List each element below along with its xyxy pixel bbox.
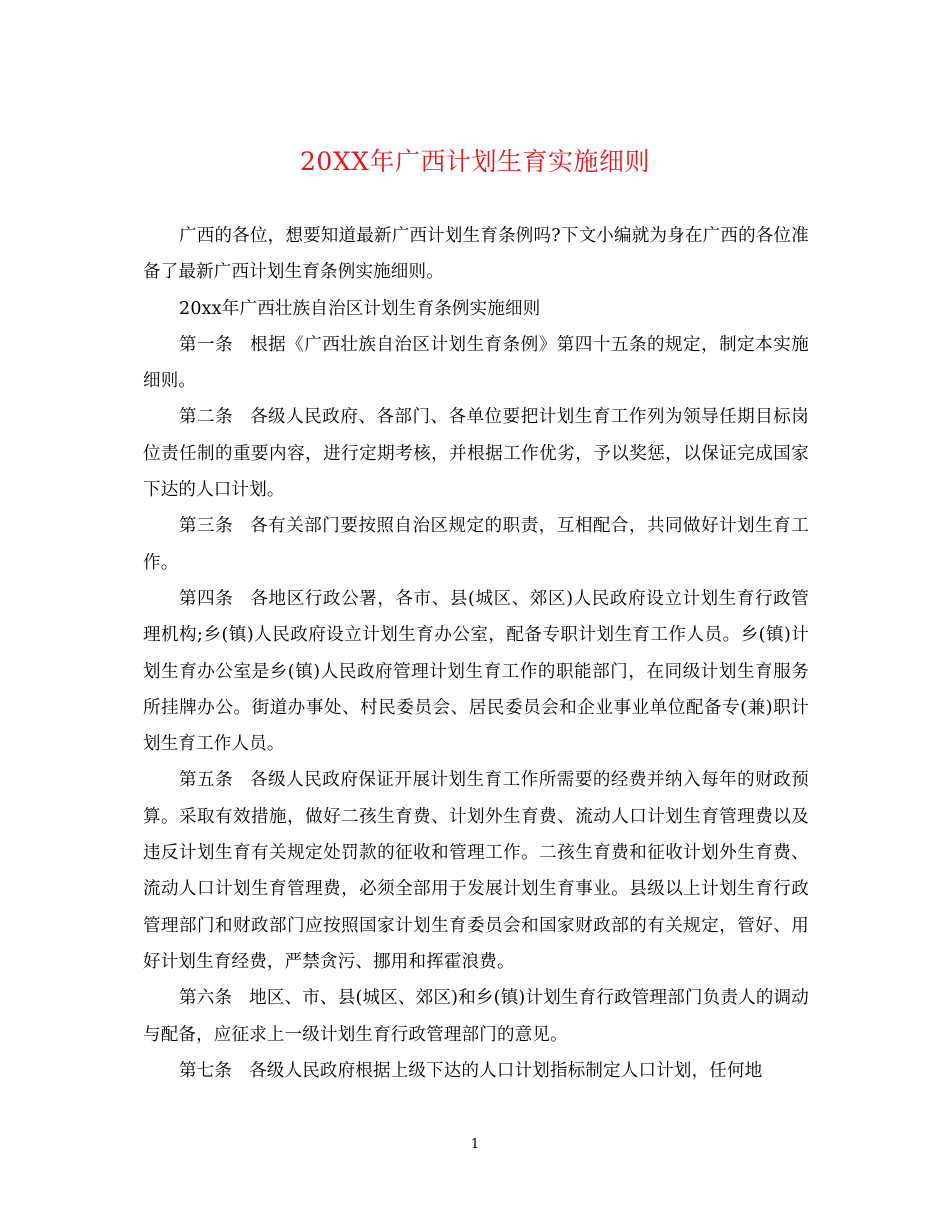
article-label: 第四条 bbox=[179, 588, 234, 609]
article-text: 各级人民政府保证开展计划生育工作所需要的经费并纳入每年的财政预算。采取有效措施，做好二孩生育费、计划外生育费、流动人口计划生育管理费以及违反计划生育有关规定处罚款的征收和管理工作。二孩生育费和征收计划外生育费、流动人口计划生育管理费，必须全部用于发展计划生育事业。县级以上计划生育行政管理部门和财政部门应按照国家计划生育委员会和国家财政部的有关规定，管好、用好计划生育经费，严禁贪污、挪用和挥霍浪费。 bbox=[143, 770, 809, 972]
article-text: 根据《广西壮族自治区计划生育条例》第四十五条的规定，制定本实施细则。 bbox=[143, 334, 809, 392]
article-7 bbox=[143, 1053, 809, 1089]
article-text: 地区、市、县(城区、郊区)和乡(镇)计划生育行政管理部门负责人的调动与配备，应征求上一级计划生育行政管理部门的意见。 bbox=[143, 988, 809, 1045]
article-text: 各级人民政府、各部门、各单位要把计划生育工作列为领导任期目标岗位责任制的重要内容，进行定期考核，并根据工作优劣，予以奖惩，以保证完成国家下达的人口计划。 bbox=[143, 407, 809, 501]
article-1 bbox=[143, 327, 809, 400]
article-label: 第五条 bbox=[179, 770, 234, 791]
article-text: 各地区行政公署，各市、县(城区、郊区)人民政府设立计划生育行政管理机构;乡(镇)人民政府设立计划生育办公室，配备专职计划生育工作人员。乡(镇)计划生育办公室是乡(镇)人民政府管理计划生育工作的职能部门，在同级计划生育服务所挂牌办公。街道办事处、村民委员会、居民委员会和企业事业单位配备专(兼)职计划生育工作人员。 bbox=[143, 588, 809, 755]
article-4 bbox=[143, 581, 809, 762]
article-5 bbox=[143, 762, 809, 980]
article-label: 第六条 bbox=[179, 988, 233, 1009]
article-6 bbox=[143, 980, 809, 1053]
subheading: 20xx年广西壮族自治区计划生育条例实施细则 bbox=[179, 298, 541, 319]
article-label: 第一条 bbox=[179, 334, 234, 355]
document-body bbox=[143, 218, 809, 1089]
page-number: 1 bbox=[470, 1137, 480, 1152]
article-label: 第二条 bbox=[179, 407, 234, 428]
article-2 bbox=[143, 399, 809, 508]
document-title: 20XX年广西计划生育实施细则 bbox=[300, 147, 650, 176]
article-3 bbox=[143, 508, 809, 581]
article-text: 各有关部门要按照自治区规定的职责，互相配合，共同做好计划生育工作。 bbox=[143, 516, 809, 573]
article-text: 各级人民政府根据上级下达的人口计划指标制定人口计划，任何地 bbox=[249, 1060, 763, 1081]
article-label: 第三条 bbox=[179, 516, 234, 537]
article-label: 第七条 bbox=[179, 1060, 233, 1081]
intro-paragraph: 广西的各位，想要知道最新广西计划生育条例吗?下文小编就为身在广西的各位准备了最新广西计划生育条例实施细则。 bbox=[143, 226, 809, 283]
